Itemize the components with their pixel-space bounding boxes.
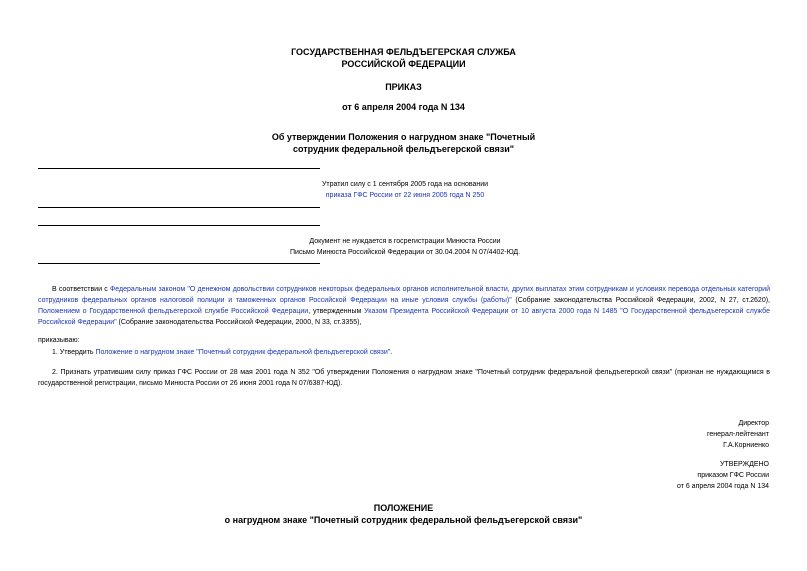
status-note-text: Утратил силу с 1 сентября 2005 года на основании xyxy=(321,181,489,188)
signatory-position: Директор xyxy=(738,420,769,427)
status-note-link-line xyxy=(200,191,610,201)
federal-law-link[interactable]: Федеральным законом "О денежном довольствии сотрудников некоторых федеральных органов исполнительной власти, других выплатах этим сотрудникам и условиях перевода отдельных категорий сотрудников федеральных органов налоговой полиции и таможенных органов Российской Федерации на иные условия службы (работы)" xyxy=(38,286,770,304)
document-type: ПРИКАЗ xyxy=(385,82,422,92)
registration-note-line1: Документ не нуждается в госрегистрации Минюста России xyxy=(309,238,501,245)
regulation-badge-link[interactable]: Положение о нагрудном знаке "Почетный сотрудник федеральной фельдъегерской связи" xyxy=(95,349,391,356)
repeal-order-link[interactable]: приказа ГФС России от 22 июня 2005 года N 250 xyxy=(325,192,485,199)
divider xyxy=(38,263,320,264)
document-subject-line2: сотрудник федеральной фельдъегерской связи" xyxy=(292,144,515,154)
signatory-name: Г.А.Корниенко xyxy=(723,442,769,449)
order-item-1: 1. Утвердить Положение о нагрудном знаке "Почетный сотрудник федеральной фельдъегерской связи". xyxy=(52,349,393,356)
presidential-decree-link[interactable]: Указом Президента Российской Федерации от 10 августа 2000 года N 1485 "О Государственной фельдъегерской службе Российской Федерации" xyxy=(38,308,770,326)
divider xyxy=(38,207,320,208)
agency-name-line2: РОССИЙСКОЙ ФЕДЕРАЦИИ xyxy=(341,59,466,69)
signatory-rank: генерал-лейтенант xyxy=(707,431,769,438)
divider xyxy=(38,225,320,226)
regulation-title: ПОЛОЖЕНИЕ xyxy=(373,503,434,513)
approval-line1: приказом ГФС России xyxy=(697,472,769,479)
approval-title: УТВЕРЖДЕНО xyxy=(719,461,769,468)
document-subject-line1: Об утверждении Положения о нагрудном знаке "Почетный xyxy=(271,132,536,142)
regulation-subtitle: о нагрудном знаке "Почетный сотрудник федеральной фельдъегерской связи" xyxy=(224,515,583,525)
preamble-paragraph: В соответствии с Федеральным законом "О денежном довольствии сотрудников некоторых федеральных органов исполнительной власти, других выплатах этим сотрудникам и условиях перевода отдельных категорий сотрудников федеральных органов налоговой полиции и таможенных органов Российской Федерации на иные условия службы (работы)" (Собрание законодательства Российской Федерации, 2002, N 27, ст.2620), Положением о Государственной фельдъегерской службе Российской Федерации, утвержденным Указом Президента Российской Федерации от 10 августа 2000 года N 1485 "О Государственной фельдъегерской службе Российской Федерации" (Собрание законодательства Российской Федерации, 2000, N 33, ст.3355), xyxy=(38,286,770,326)
regulation-fgs-link[interactable]: Положением о Государственной фельдъегерской службе Российской Федерации xyxy=(38,308,309,315)
registration-note-line2: Письмо Минюста Российской Федерации от 30.04.2004 N 07/4402-ЮД. xyxy=(289,249,521,256)
document-date-number: от 6 апреля 2004 года N 134 xyxy=(342,102,465,112)
order-item-2: 2. Признать утратившим силу приказ ГФС России от 28 мая 2001 года N 352 "Об утверждении Положения о нагрудном знаке "Почетный сотрудник федеральной фельдъегерской связи" (признан не нуждающимся в государственной регистрации, письмо Минюста России от 26 июня 2001 года N 07/6387-ЮД). xyxy=(38,369,770,387)
approval-line2: от 6 апреля 2004 года N 134 xyxy=(676,483,769,490)
divider xyxy=(38,168,320,169)
order-word: приказываю: xyxy=(38,337,80,344)
agency-name-line1: ГОСУДАРСТВЕННАЯ ФЕЛЬДЪЕГЕРСКАЯ СЛУЖБА xyxy=(291,47,516,57)
